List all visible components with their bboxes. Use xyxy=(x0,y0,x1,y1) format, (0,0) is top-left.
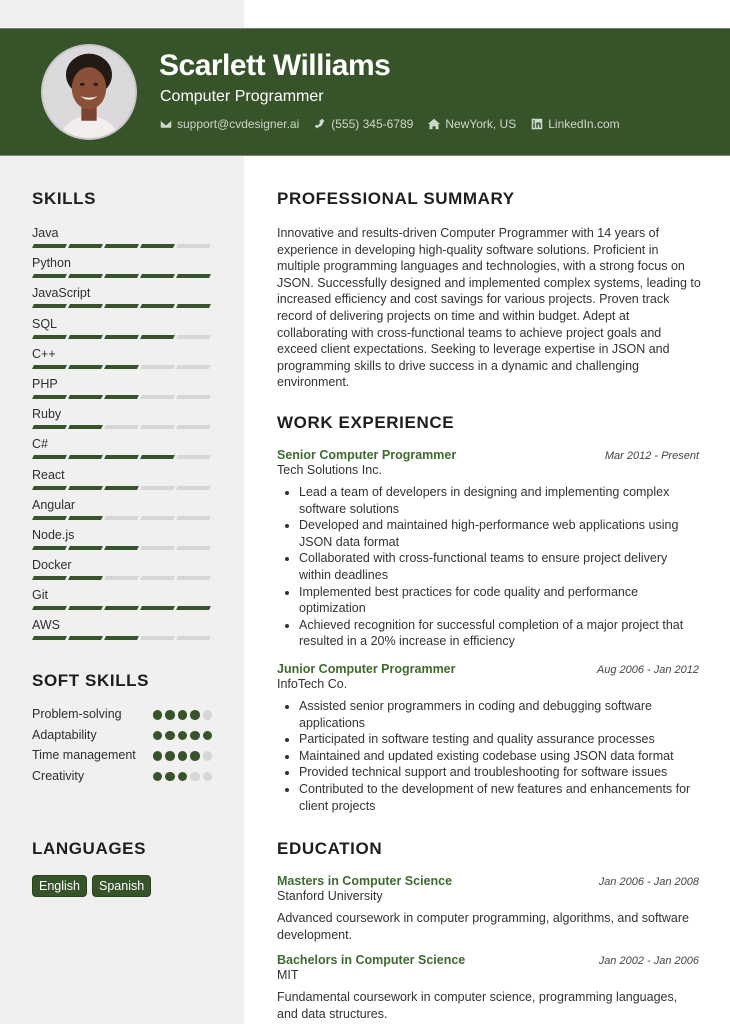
contact-location-text: NewYork, US xyxy=(445,117,517,131)
contact-linkedin[interactable] xyxy=(531,117,619,131)
skill-level-segment xyxy=(68,455,103,459)
skill-level-segment xyxy=(68,395,103,399)
job-company: Tech Solutions Inc. xyxy=(277,463,382,477)
candidate-name: Scarlett Williams xyxy=(159,49,391,82)
skill-level-bar xyxy=(32,576,212,580)
education-entry xyxy=(277,953,699,1022)
education-description: Advanced coursework in computer programming, algorithms, and software development. xyxy=(277,911,689,942)
skill-level-segment xyxy=(32,244,67,248)
skill-name: Java xyxy=(32,226,59,240)
skill-level-segment xyxy=(32,425,67,429)
skill-level-segment xyxy=(140,244,175,248)
skill-item xyxy=(32,285,212,315)
phone-icon xyxy=(314,118,326,130)
skill-level-segment xyxy=(32,546,67,550)
skill-name: Ruby xyxy=(32,407,62,422)
skill-level-bar xyxy=(32,304,212,308)
skill-level-segment xyxy=(68,606,103,610)
education-heading: EDUCATION xyxy=(277,839,383,858)
job-bullet: • Developed and maintained high-performance web applications using JSON data format xyxy=(299,517,699,550)
job-bullet: • Implemented best practices for code quality and performance optimization xyxy=(299,584,699,617)
skill-level-bar xyxy=(32,606,212,610)
skill-level-segment xyxy=(68,486,103,490)
skill-level-segment xyxy=(32,395,67,399)
avatar xyxy=(41,44,137,140)
job-bullet: • Participated in software testing and quality assurance processes xyxy=(299,731,699,748)
skill-level-segment xyxy=(104,274,139,278)
skill-item xyxy=(32,617,212,647)
rating-dot-icon xyxy=(178,772,188,782)
rating-dot-icon xyxy=(190,751,200,761)
skill-level-segment xyxy=(176,455,211,459)
skill-item xyxy=(32,557,212,587)
skill-level-segment xyxy=(68,335,103,339)
job-bullet: • Assisted senior programmers in coding and debugging software applications xyxy=(299,698,699,731)
soft-skill-item xyxy=(32,747,212,765)
skill-item xyxy=(32,225,212,255)
summary-heading: PROFESSIONAL SUMMARY xyxy=(277,189,515,208)
contact-linkedin-text: LinkedIn.com xyxy=(548,117,620,131)
skill-item xyxy=(32,406,212,436)
skill-level-segment xyxy=(176,486,211,490)
skill-level-segment xyxy=(140,636,175,640)
home-icon xyxy=(428,118,440,130)
summary-text: Innovative and results-driven Computer Programmer with 14 years of experience in developing high-quality software solutions. Proficient in multiple programming languages and technologies, with a strong focus on JSON. Successfully designed and implemented complex systems, leading to increased efficiency and cost savings for various projects. Proven track record of delivering projects on time and within budget. Adept at collaborating with cross-functional teams to achieve project goals and exceed client expectations. Seeking to leverage expertise in JSON and programming skills to drive success in a dynamic and challenging environment. xyxy=(277,226,701,390)
soft-skill-rating xyxy=(153,706,213,724)
skill-level-segment xyxy=(32,606,67,610)
contact-email[interactable] xyxy=(160,117,299,131)
skill-level-segment xyxy=(68,365,103,369)
rating-dot-icon xyxy=(165,751,175,761)
rating-dot-icon xyxy=(178,751,188,761)
skill-level-segment xyxy=(176,425,211,429)
skill-item xyxy=(32,497,212,527)
job-company: InfoTech Co. xyxy=(277,677,348,691)
skill-level-segment xyxy=(140,516,175,520)
degree-title: Masters in Computer Science xyxy=(277,874,453,888)
skill-level-segment xyxy=(32,365,67,369)
skill-level-segment xyxy=(140,304,175,308)
skill-level-segment xyxy=(176,516,211,520)
candidate-role: Computer Programmer xyxy=(160,88,324,105)
skill-level-bar xyxy=(32,425,212,429)
skill-level-segment xyxy=(140,425,175,429)
skill-name: SQL xyxy=(32,316,58,331)
skill-level-bar xyxy=(32,486,212,490)
skill-level-segment xyxy=(68,425,103,429)
skill-level-segment xyxy=(104,576,139,580)
skill-level-segment xyxy=(140,455,175,459)
school-name: MIT xyxy=(277,968,299,982)
skill-item xyxy=(32,255,212,285)
rating-dot-icon xyxy=(190,731,200,741)
skill-level-segment xyxy=(176,576,211,580)
skill-level-segment xyxy=(104,425,139,429)
skill-level-segment xyxy=(32,274,67,278)
job-entry xyxy=(277,448,699,650)
skill-level-segment xyxy=(104,365,139,369)
soft-skill-name: Problem-solving xyxy=(32,707,122,721)
job-title: Junior Computer Programmer xyxy=(277,662,456,676)
soft-skill-rating xyxy=(153,727,213,745)
job-title: Senior Computer Programmer xyxy=(277,448,457,462)
skill-level-segment xyxy=(32,455,67,459)
skill-level-segment xyxy=(104,516,139,520)
rating-dot-icon xyxy=(153,731,163,741)
skill-level-bar xyxy=(32,395,212,399)
skill-item xyxy=(32,587,212,617)
skill-level-bar xyxy=(32,365,212,369)
skill-level-segment xyxy=(32,576,67,580)
job-bullet: • Lead a team of developers in designing and implementing complex software solutions xyxy=(299,484,699,517)
linkedin-icon xyxy=(531,118,543,130)
contact-location xyxy=(428,117,516,131)
skill-level-segment xyxy=(32,636,67,640)
job-bullet: • Achieved recognition for successful completion of a major project that resulted in a 20% increase in efficiency xyxy=(299,617,699,650)
rating-dot-icon xyxy=(178,710,188,720)
rating-dot-icon xyxy=(165,731,175,741)
skill-level-bar xyxy=(32,546,212,550)
rating-dot-icon xyxy=(203,710,213,720)
contact-phone-text: (555) 345-6789 xyxy=(331,117,414,131)
contact-list xyxy=(160,117,620,131)
skill-level-bar xyxy=(32,455,212,459)
job-bullet: • Provided technical support and troubleshooting for software issues xyxy=(299,764,699,781)
soft-skill-name: Creativity xyxy=(32,768,85,783)
job-date: Aug 2006 - Jan 2012 xyxy=(596,664,699,676)
soft-skill-rating xyxy=(153,747,213,765)
skill-name: Angular xyxy=(32,497,76,512)
education-date: Jan 2002 - Jan 2006 xyxy=(598,955,699,967)
skill-level-bar xyxy=(32,516,212,520)
school-name: Stanford University xyxy=(277,889,383,903)
job-bullet: • Contributed to the development of new features and enhancements for client projects xyxy=(299,781,699,814)
skill-level-segment xyxy=(176,395,211,399)
skill-level-bar xyxy=(32,274,212,278)
skill-item xyxy=(32,316,212,346)
rating-dot-icon xyxy=(203,731,213,741)
skill-level-bar xyxy=(32,244,212,248)
skill-level-segment xyxy=(32,486,67,490)
profile-photo-icon xyxy=(43,46,135,138)
skill-level-segment xyxy=(140,486,175,490)
skill-level-segment xyxy=(176,636,211,640)
skills-list xyxy=(32,225,212,648)
skill-level-segment xyxy=(176,335,211,339)
rating-dot-icon xyxy=(153,772,163,782)
rating-dot-icon xyxy=(178,731,188,741)
rating-dot-icon xyxy=(190,710,200,720)
skill-level-segment xyxy=(104,304,139,308)
job-bullets xyxy=(277,698,699,814)
rating-dot-icon xyxy=(165,710,175,720)
skill-level-segment xyxy=(140,335,175,339)
languages-list xyxy=(32,875,151,897)
soft-skills-heading: SOFT SKILLS xyxy=(32,671,150,690)
soft-skill-item xyxy=(32,768,212,786)
skill-name: React xyxy=(32,467,65,482)
contact-email-text: support@cvdesigner.ai xyxy=(177,117,300,131)
skill-level-segment xyxy=(68,244,103,248)
soft-skill-name: Time management xyxy=(32,748,136,762)
skill-level-segment xyxy=(176,546,211,550)
skill-level-segment xyxy=(140,365,175,369)
skill-level-segment xyxy=(32,516,67,520)
skill-level-segment xyxy=(104,636,139,640)
skill-item xyxy=(32,467,212,497)
education-description: Fundamental coursework in computer science, programming languages, and data structures. xyxy=(277,990,678,1021)
rating-dot-icon xyxy=(190,772,200,782)
soft-skill-item xyxy=(32,706,212,724)
skill-level-segment xyxy=(68,304,103,308)
soft-skill-item xyxy=(32,727,212,745)
skill-level-segment xyxy=(176,244,211,248)
skill-level-segment xyxy=(176,365,211,369)
skill-level-segment xyxy=(140,274,175,278)
skill-level-segment xyxy=(104,244,139,248)
soft-skill-name: Adaptability xyxy=(32,727,97,742)
contact-phone[interactable] xyxy=(314,117,413,131)
rating-dot-icon xyxy=(165,772,175,782)
job-date: Mar 2012 - Present xyxy=(604,450,699,462)
job-bullet: • Maintained and updated existing codebase using JSON data format xyxy=(299,748,699,765)
languages-heading: LANGUAGES xyxy=(32,839,147,858)
skill-level-segment xyxy=(104,606,139,610)
skill-level-segment xyxy=(176,274,211,278)
soft-skill-rating xyxy=(153,768,213,786)
language-badge: Spanish xyxy=(92,875,151,897)
skill-name: AWS xyxy=(32,618,61,633)
skills-heading: SKILLS xyxy=(32,189,97,208)
skill-name: Docker xyxy=(32,558,72,573)
skill-name: Git xyxy=(32,588,48,603)
skill-level-segment xyxy=(68,516,103,520)
skill-item xyxy=(32,376,212,406)
education-entry xyxy=(277,874,699,943)
skill-level-segment xyxy=(140,606,175,610)
skill-level-segment xyxy=(104,455,139,459)
rating-dot-icon xyxy=(153,751,163,761)
skill-level-segment xyxy=(104,395,139,399)
skill-level-segment xyxy=(140,576,175,580)
rating-dot-icon xyxy=(203,772,213,782)
job-bullets xyxy=(277,484,699,650)
rating-dot-icon xyxy=(203,751,213,761)
skill-level-segment xyxy=(68,576,103,580)
skill-name: C# xyxy=(32,437,48,452)
work-heading: WORK EXPERIENCE xyxy=(277,413,455,432)
skill-name: Node.js xyxy=(32,527,75,542)
skill-level-segment xyxy=(140,395,175,399)
job-bullet: • Collaborated with cross-functional teams to ensure project delivery within deadlines xyxy=(299,550,699,583)
language-badge: English xyxy=(32,875,87,897)
skill-level-segment xyxy=(176,304,211,308)
education-date: Jan 2006 - Jan 2008 xyxy=(598,876,699,888)
skill-level-segment xyxy=(68,636,103,640)
soft-skills-list xyxy=(32,706,212,788)
skill-item xyxy=(32,436,212,466)
skill-level-segment xyxy=(104,546,139,550)
skill-name: Python xyxy=(32,256,71,271)
skill-name: JavaScript xyxy=(32,286,91,301)
skill-level-segment xyxy=(32,335,67,339)
skill-level-segment xyxy=(32,304,67,308)
header-band xyxy=(0,28,730,156)
skill-name: C++ xyxy=(32,346,56,361)
degree-title: Bachelors in Computer Science xyxy=(277,953,466,967)
job-entry xyxy=(277,662,699,814)
skill-item xyxy=(32,346,212,376)
skill-level-segment xyxy=(68,274,103,278)
skill-level-bar xyxy=(32,335,212,339)
envelope-icon xyxy=(160,118,172,130)
skill-level-segment xyxy=(104,486,139,490)
skill-level-segment xyxy=(140,546,175,550)
skill-level-segment xyxy=(176,606,211,610)
skill-level-bar xyxy=(32,636,212,640)
skill-name: PHP xyxy=(32,376,58,391)
rating-dot-icon xyxy=(153,710,163,720)
skill-item xyxy=(32,527,212,557)
skill-level-segment xyxy=(68,546,103,550)
skill-level-segment xyxy=(104,335,139,339)
